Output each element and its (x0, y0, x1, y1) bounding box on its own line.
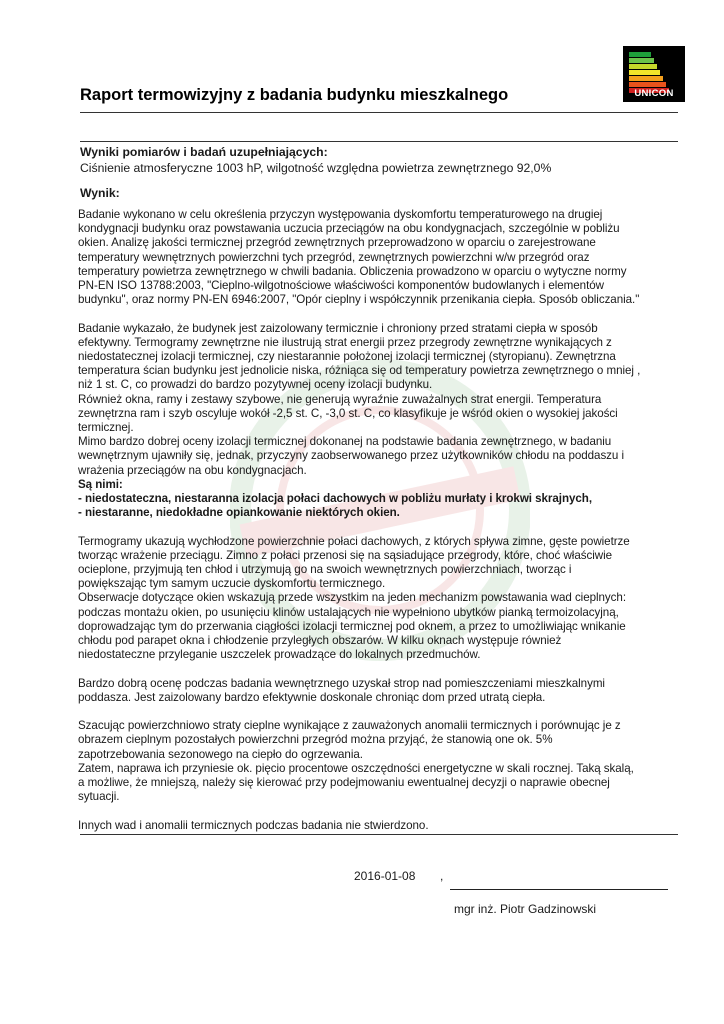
paragraph-line: okien. Analizę jakości termicznej przegród zewnętrznych przeprowadzono w oparciu o zarejestrowane (78, 236, 596, 250)
paragraph-line: Bardzo dobrą ocenę podczas badania wewnętrznego uzyskał strop nad pomieszczeniami mieszkalnymi (78, 676, 605, 690)
report-paragraph (78, 208, 678, 307)
paragraph-line: tworząc wrażenie przeciągu. Zimno z połaci przenosi się na sąsiadujące przegrody, które, choć właściwie (78, 548, 612, 562)
findings-line: - niedostateczna, niestaranna izolacja połaci dachowych w pobliżu murłaty i krokwi skrajnych, (78, 492, 592, 506)
measurements-text: Ciśnienie atmosferyczne 1003 hP, wilgotność względna powietrza zewnętrznego 92,0% (80, 161, 552, 175)
paragraph-line: Badanie wykazało, że budynek jest zaizolowany termicznie i chroniony przed stratami ciepła w sposób (78, 321, 598, 335)
paragraph-line: Szacując powierzchniowo straty cieplne wynikające z zauważonych anomalii termicznych i porównując je z (78, 719, 621, 733)
paragraph-line: Termogramy ukazują wychłodzone powierzchnie połaci dachowych, z których spływa zimne, gęste powietrze (78, 534, 630, 548)
paragraph-line: podczas montażu okien, po usunięciu klinów ustalających nie wypełniono ubytków pianką termoizolacyjną, (78, 605, 619, 619)
date-comma: , (440, 869, 444, 883)
report-paragraph (78, 677, 678, 705)
bottom-divider (80, 834, 678, 835)
paragraph-line: chłodu pod parapet okna i chłodzenie przyległych obszarów. W kilku oknach występuje również (78, 634, 562, 648)
measurements-heading: Wyniki pomiarów i badań uzupełniających: (80, 145, 328, 159)
title-divider (80, 112, 678, 113)
report-paragraph (78, 819, 678, 833)
energy-bar (629, 70, 660, 75)
paragraph-line: wewnętrznym ujawniły się, jednak, przyczyny zaobserwowanego przez użytkowników chłodu na poddaszu i (78, 449, 625, 463)
paragraph-line: poddasza. Jest zaizolowany bardzo efektywnie doskonale chroniąc dom przed utratą ciepła. (78, 690, 546, 704)
result-heading: Wynik: (80, 186, 120, 200)
findings-line: - niestaranne, niedokładne opiankowanie niektórych okien. (78, 506, 400, 520)
energy-bar (629, 64, 657, 69)
energy-bar (629, 58, 654, 63)
signature-line (450, 889, 668, 890)
paragraph-line: zewnętrzna ram i szyb oscyluje wokół -2,5 st. C, -3,0 st. C, co klasyfikuje je wśród okien o wysokiej jakości (78, 406, 618, 420)
paragraph-line: Również okna, ramy i zestawy szybowe, nie generują wyraźnie zuważalnych strat energii. Temperatura (78, 392, 602, 406)
report-paragraph (78, 535, 678, 663)
paragraph-line: niż 1 st. C, co prowadzi do bardzo pozytywnej oceny izolacji budynku. (78, 378, 433, 392)
paragraph-line: obrazem cieplnym pozostałych powierzchni przegród można przyjąć, że stanowią one ok. 5% (78, 733, 553, 747)
paragraph-line: sytuacji. (78, 790, 120, 804)
report-paragraph (78, 322, 678, 521)
findings-line: Są nimi: (78, 477, 123, 491)
paragraph-line: ocieplone, przyjmują ten chłod i utrzymują go na swoich wewnętrznych powierzchniach, tworząc i (78, 563, 572, 577)
paragraph-line: niedostatecznej izolacji termicznej, czy niestarannie położonej izolacji termicznej (styropianu). Zewnętrzna (78, 350, 616, 364)
paragraph-line: powiększając tym samym uczucie dyskomfortu termicznego. (78, 577, 386, 591)
paragraph-line: termicznej. (78, 421, 134, 435)
paragraph-line: efektywny. Termogramy zewnętrzne nie ilustrują strat energii przez przegrody zewnętrzne wynikających z (78, 335, 612, 349)
energy-bar (629, 82, 666, 87)
report-title: Raport termowizyjny z badania budynku mieszkalnego (80, 86, 509, 104)
paragraph-line: a możliwe, że mniejszą, należy się kierować przy podejmowaniu ewentualnej decyzji o naprawie obecnej (78, 776, 610, 790)
signer-name: mgr inż. Piotr Gadzinowski (454, 902, 597, 916)
logo-text: UNICON (634, 88, 674, 99)
paragraph-line: temperatury wewnętrznych powierzchni tych przegród, zewnętrznych powierzchni w/w przegród oraz (78, 250, 590, 264)
energy-bar (629, 76, 663, 81)
energy-bar (629, 52, 651, 57)
paragraph-line: Badanie wykonano w celu określenia przyczyn występowania dyskomfortu temperaturowego na drugiej (78, 208, 603, 221)
paragraph-line: Obserwacje dotyczące okien wskazują przede wszystkim na jeden mechanizm powstawania wad cieplnych: (78, 591, 626, 605)
paragraph-line: niedostateczne przyleganie uszczelek prowadzące do lokalnych przedmuchów. (78, 648, 481, 662)
section-divider (80, 141, 678, 142)
paragraph-line: Zatem, naprawa ich przyniesie ok. pięcio procentowe oszczędności energetyczne w skali rocznej. Taką skalą, (78, 761, 634, 775)
paragraph-line: PN-EN ISO 13788:2003, "Cieplno-wilgotnościowe właściwości komponentów budowlanych i elementów (78, 279, 604, 293)
report-date: 2016-01-08 (354, 869, 416, 883)
paragraph-line: temperatury powietrza zewnętrznego w chwili badania. Obliczenia prowadzono w oparciu o wytyczne normy (78, 264, 627, 278)
paragraph-line: temperatura ścian budynku jest jednolicie niska, różniąca się od temperatury powietrza zewnętrznego o mniej , (78, 364, 641, 378)
paragraph-line: kondygnacji budynku oraz powstawania uczucia przeciągów na obu kondygnacjach, szczególnie w pobliżu (78, 222, 620, 236)
report-body (78, 208, 678, 847)
paragraph-line: doprowadzając tym do przerwania ciągłości izolacji termicznej pod oknem, a przez to umożliwiając wnikanie (78, 619, 626, 633)
paragraph-line: budynku", oraz normy PN-EN 6946:2007, "Opór cieplny i współczynnik przenikania ciepła. Sposób obliczania." (78, 293, 640, 307)
paragraph-line: zapotrzebowania sezonowego na ciepło do ogrzewania. (78, 747, 363, 761)
paragraph-line: Innych wad i anomalii termicznych podczas badania nie stwierdzono. (78, 818, 429, 832)
paragraph-line: wrażenia przeciągów na obu kondygnacjach. (78, 463, 307, 477)
unicon-logo (623, 46, 685, 102)
report-paragraph (78, 719, 678, 804)
paragraph-line: Mimo bardzo dobrej oceny izolacji termicznej dokonanej na podstawie badania zewnętrznego, w badaniu (78, 435, 612, 449)
